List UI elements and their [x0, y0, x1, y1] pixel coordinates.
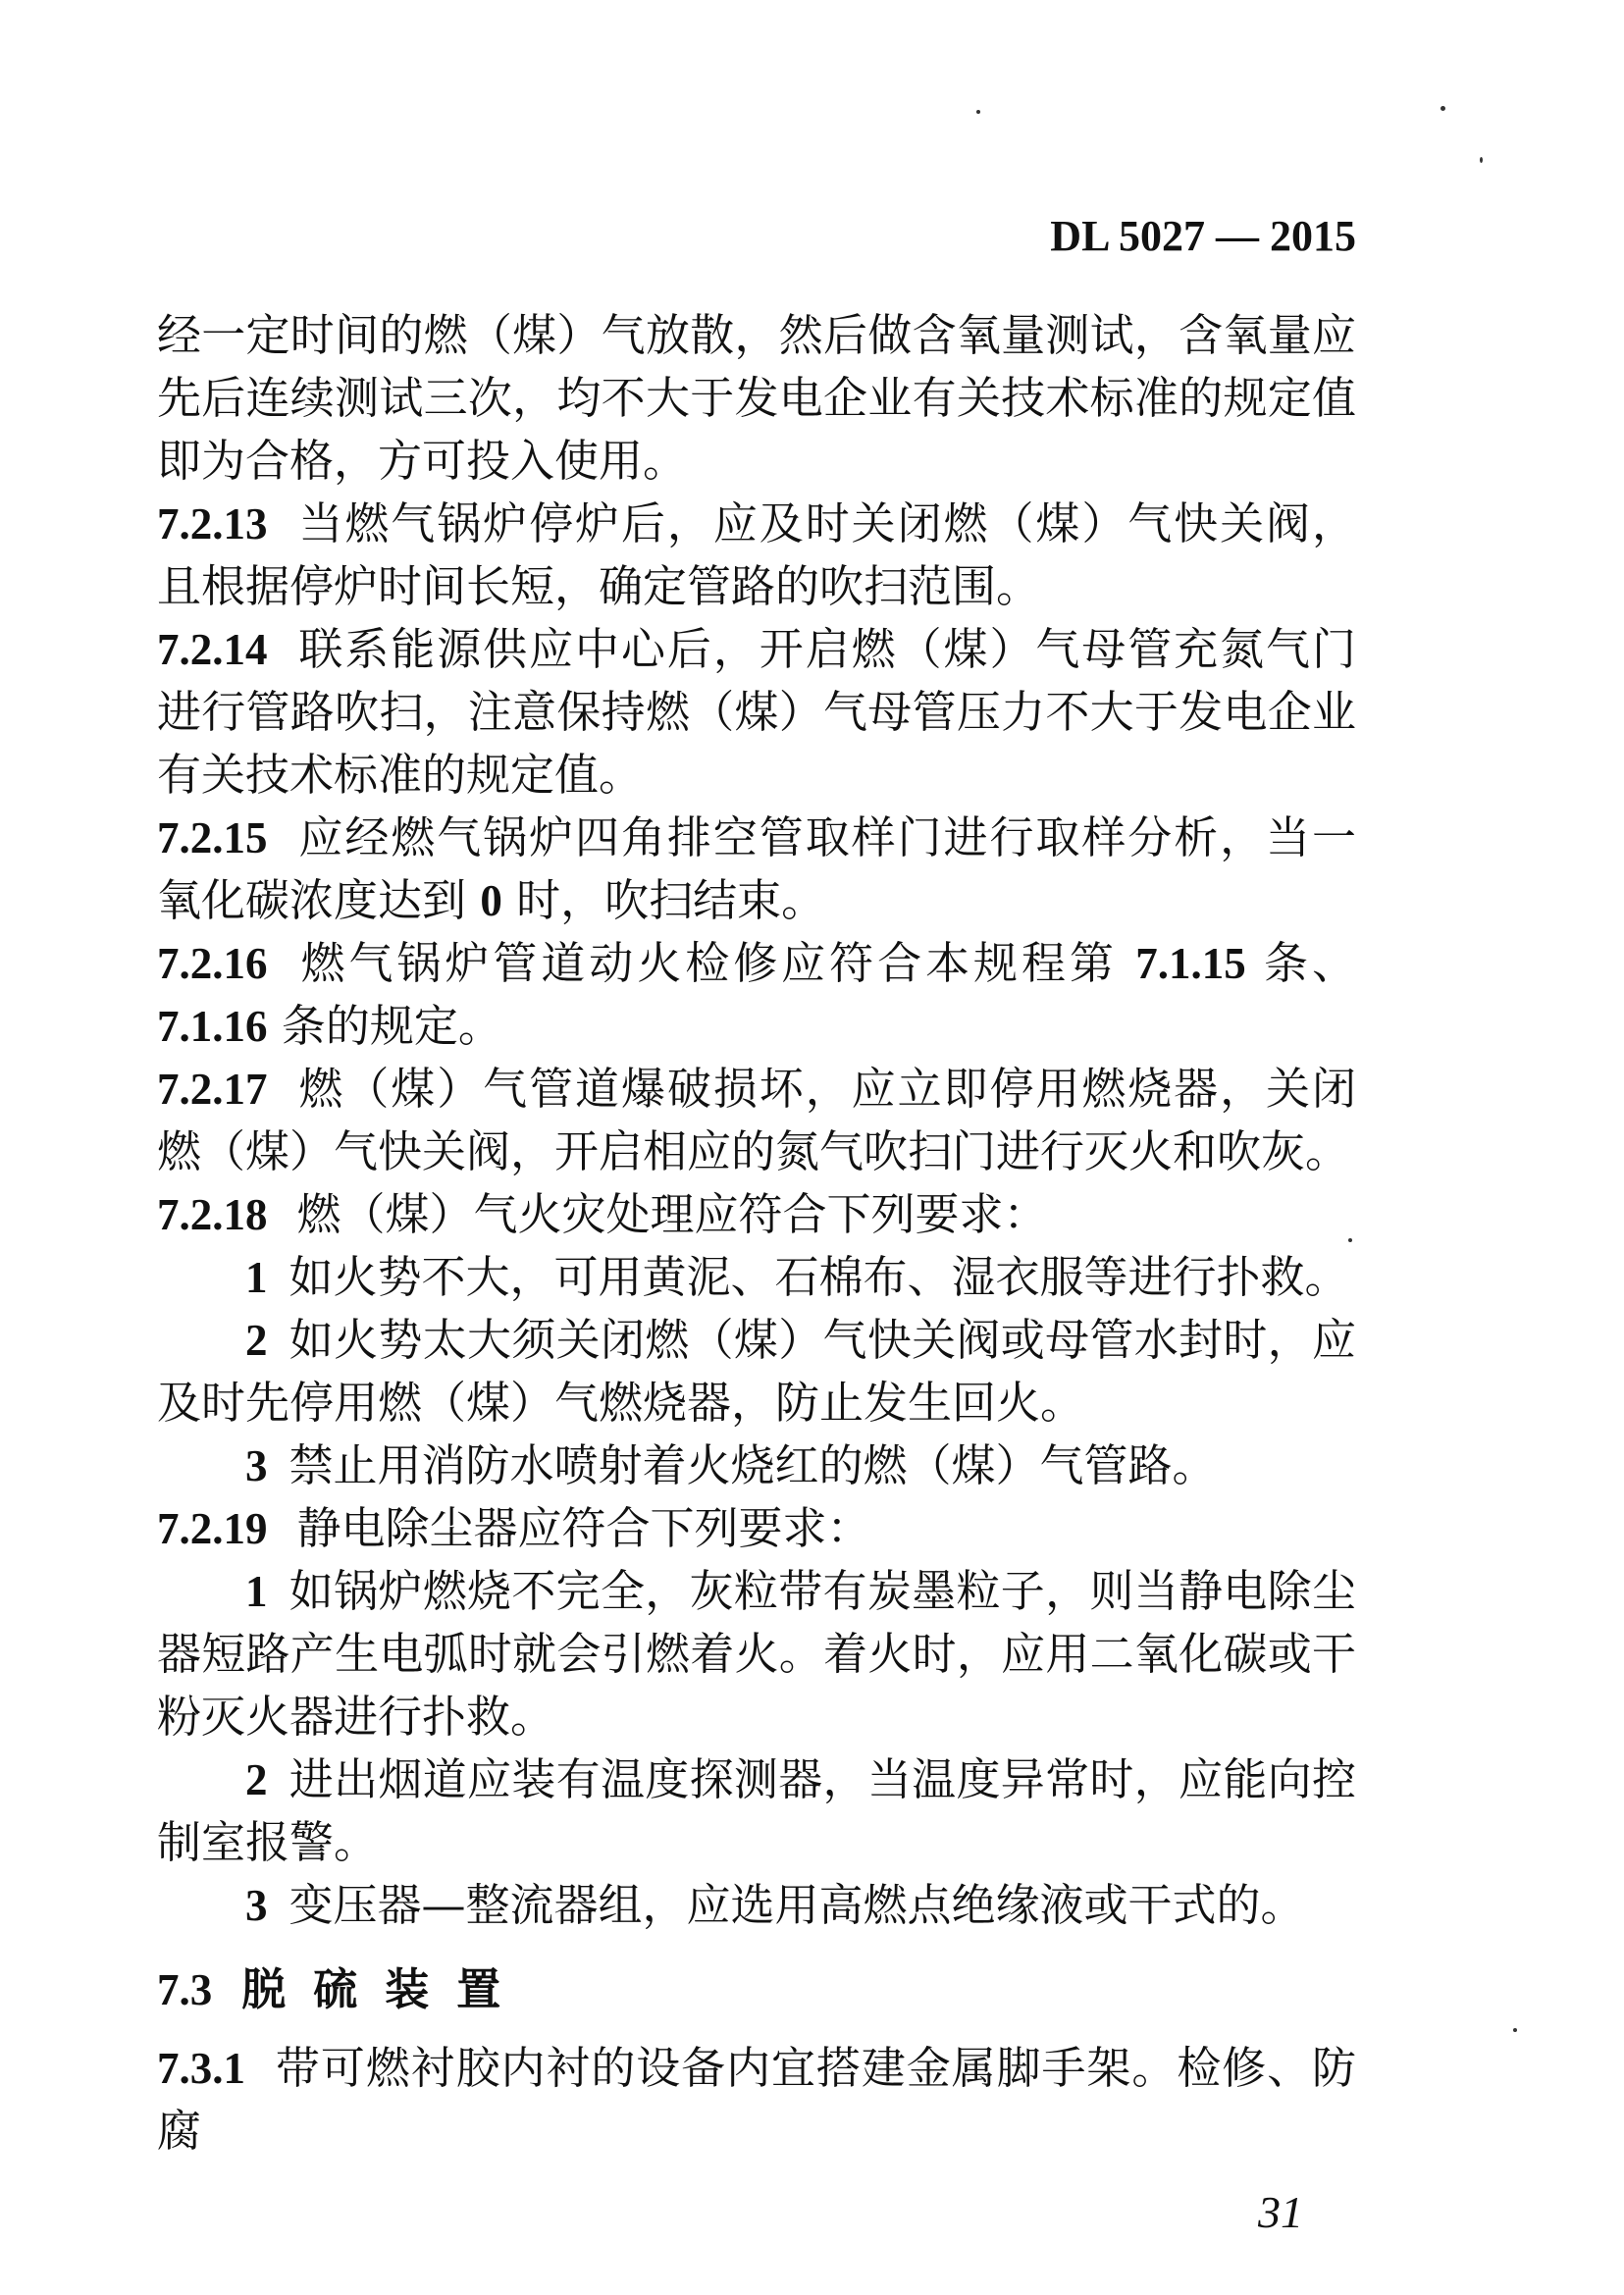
item-text: 变压器—整流器组，应选用高燃点绝缘液或干式的。: [288, 1879, 1305, 1931]
item-number: 2: [245, 1755, 268, 1804]
list-item: [157, 1874, 1356, 1937]
clause-text: 静电除尘器应符合下列要求：: [296, 1502, 871, 1554]
item-number: 1: [245, 1567, 268, 1616]
list-item: [157, 1748, 1356, 1874]
scan-speck: [1348, 1238, 1352, 1242]
clause-text: 当燃气锅炉停炉后，应及时关闭燃（煤）气快关阀，且根据停炉时间长短，确定管路的吹扫范围。: [157, 497, 1356, 612]
body-text: [157, 304, 1356, 2163]
scan-speck: [1513, 2028, 1517, 2032]
scan-speck: [976, 110, 980, 114]
clause-reference: 7.1.15: [1135, 939, 1246, 988]
paragraph-text: 经一定时间的燃（煤）气放散，然后做含氧量测试，含氧量应先后连续测试三次，均不大于发电企业有关技术标准的规定值即为合格，方可投入使用。: [157, 309, 1356, 487]
item-number: 3: [245, 1881, 268, 1930]
clause-text: 燃（煤）气火灾处理应符合下列要求：: [296, 1188, 1048, 1240]
clause-number: 7.2.13: [157, 499, 268, 548]
clause-7-2-19: [157, 1497, 1356, 1560]
clause-7-2-13: [157, 493, 1356, 618]
clause-7-2-14: [157, 618, 1356, 807]
clause-7-2-18: [157, 1183, 1356, 1246]
item-text: 如火势不大，可用黄泥、石棉布、湿衣服等进行扑救。: [288, 1251, 1349, 1303]
item-number: 1: [245, 1253, 268, 1302]
clause-number: 7.2.15: [157, 813, 268, 862]
paragraph-continuation: [157, 304, 1356, 493]
concentration-value: 0: [480, 876, 502, 925]
item-number: 3: [245, 1441, 268, 1490]
clause-7-2-15: [157, 807, 1356, 932]
section-number: 7.3: [157, 1965, 213, 2014]
scan-speck: [1441, 106, 1445, 111]
clause-number: 7.3.1: [157, 2044, 245, 2093]
clause-text: 带可燃衬胶内衬的设备内宜搭建金属脚手架。检修、防腐: [157, 2042, 1356, 2157]
item-number: 2: [245, 1316, 268, 1365]
clause-text: 燃（煤）气管道爆破损坏，应立即停用燃烧器，关闭燃（煤）气快关阀，开启相应的氮气吹扫门进行灭火和吹灰。: [157, 1063, 1356, 1177]
list-item: [157, 1309, 1356, 1434]
section-heading: [157, 1958, 1356, 2021]
clause-7-2-16: [157, 932, 1356, 1058]
clause-text: 联系能源供应中心后，开启燃（煤）气母管充氮气门进行管路吹扫，注意保持燃（煤）气母管压力不大于发电企业有关技术标准的规定值。: [157, 623, 1356, 801]
document-code: DL 5027 — 2015: [1050, 212, 1356, 260]
clause-number: 7.2.14: [157, 625, 268, 674]
page-number: 31: [1258, 2187, 1303, 2237]
item-text: 如火势太大须关闭燃（煤）气快关阀或母管水封时，应及时先停用燃（煤）气燃烧器，防止发生回火。: [157, 1314, 1356, 1429]
clause-reference: 7.1.16: [157, 1002, 268, 1051]
list-item: [157, 1246, 1356, 1309]
clause-text-after: 条的规定。: [281, 1000, 502, 1052]
clause-text-before: 燃气锅炉管道动火检修应符合本规程第: [296, 937, 1118, 989]
scan-speck: [1480, 157, 1483, 163]
item-text: 禁止用消防水喷射着火烧红的燃（煤）气管路。: [288, 1439, 1217, 1491]
clause-number: 7.2.17: [157, 1065, 268, 1114]
clause-text-before: 应经燃气锅炉四角排空管取样门进行取样分析，当一氧化碳浓度达到: [157, 811, 1356, 926]
clause-7-3-1: [157, 2037, 1356, 2163]
list-item: [157, 1560, 1356, 1748]
clause-text-after: 时，吹扫结束。: [516, 874, 826, 926]
item-text: 如锅炉燃烧不完全，灰粒带有炭墨粒子，则当静电除尘器短路产生电弧时就会引燃着火。着火时，应用二氧化碳或干粉灭火器进行扑救。: [157, 1565, 1356, 1743]
list-item: [157, 1434, 1356, 1497]
section-title: 脱硫装置: [241, 1963, 529, 2015]
clause-number: 7.2.19: [157, 1504, 268, 1553]
clause-7-2-17: [157, 1058, 1356, 1183]
clause-number: 7.2.16: [157, 939, 268, 988]
clause-text-mid: 条、: [1264, 937, 1356, 989]
clause-number: 7.2.18: [157, 1190, 268, 1239]
item-text: 进出烟道应装有温度探测器，当温度异常时，应能向控制室报警。: [157, 1753, 1356, 1868]
